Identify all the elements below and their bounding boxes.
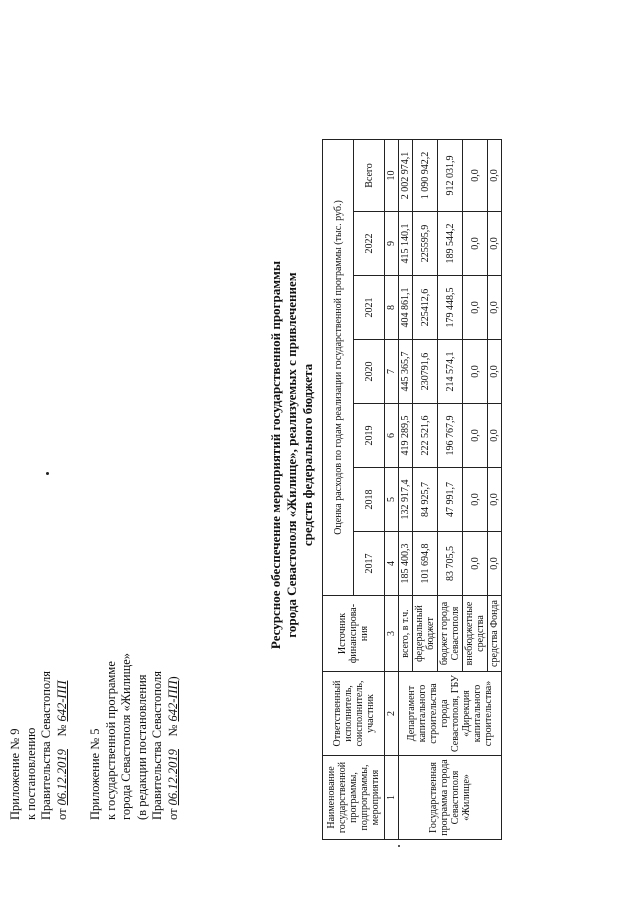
value-cell: 404 861,1 <box>399 276 413 340</box>
value-cell: 445 365,7 <box>399 340 413 404</box>
value-cell: 0,0 <box>463 468 488 532</box>
header-year: 2018 <box>354 468 385 532</box>
total-cell: 912 031,9 <box>438 140 463 212</box>
column-number: 3 <box>385 596 399 672</box>
column-number: 5 <box>385 468 399 532</box>
value-cell: 419 289,5 <box>399 404 413 468</box>
source-cell: средства Фонда <box>488 596 502 672</box>
source-cell: всего, в т.ч. <box>399 596 413 672</box>
value-cell: 84 925,7 <box>413 468 438 532</box>
header-executor: Ответственный исполнитель, соисполнитель, участник <box>323 672 385 756</box>
value-cell: 0,0 <box>463 404 488 468</box>
value-cell: 0,0 <box>488 276 502 340</box>
annex-9-line1: Приложение № 9 <box>8 728 22 820</box>
column-number: 10 <box>385 140 399 212</box>
value-cell: 415 140,1 <box>399 212 413 276</box>
annex-5-line4: (в редакции постановления <box>134 674 149 820</box>
annex-9-num-prefix: № <box>54 724 69 737</box>
header-year: 2021 <box>354 276 385 340</box>
value-cell: 0,0 <box>488 532 502 596</box>
resource-table <box>322 139 502 840</box>
column-number: 8 <box>385 276 399 340</box>
value-cell: 83 705,5 <box>438 532 463 596</box>
value-cell: 189 544,2 <box>438 212 463 276</box>
column-number: 9 <box>385 212 399 276</box>
source-cell: внебюджетные средства <box>463 596 488 672</box>
value-cell: 0,0 <box>463 212 488 276</box>
annex-5-line5: Правительства Севастополя <box>150 671 164 820</box>
column-number: 1 <box>385 756 399 840</box>
value-cell: 185 400,3 <box>399 532 413 596</box>
header-year: 2022 <box>354 212 385 276</box>
value-cell: 225595,9 <box>413 212 438 276</box>
annex-5-num: 642-ПП <box>165 680 180 722</box>
annex-5-date-prefix: от <box>165 808 180 820</box>
annex-9-num: 642-ПП <box>54 680 69 722</box>
value-cell: 0,0 <box>463 276 488 340</box>
annex-9-date-line <box>55 671 71 820</box>
value-cell: 0,0 <box>488 212 502 276</box>
column-number: 7 <box>385 340 399 404</box>
annex-5-num-prefix: № <box>165 724 180 737</box>
total-cell: 0,0 <box>488 140 502 212</box>
total-cell: 1 090 942,2 <box>413 140 438 212</box>
annex-5-line2: к государственной программе <box>103 661 118 820</box>
column-number: 2 <box>385 672 399 756</box>
value-cell: 222 521,6 <box>413 404 438 468</box>
annex-9-line2: к постановлению <box>23 727 38 820</box>
annex-5-date-line: от 06.12.2019 № 642-ПП) <box>165 676 180 820</box>
title-line1: Ресурсное обеспечение мероприятий государственной программы <box>268 260 283 650</box>
value-cell: 196 767,9 <box>438 404 463 468</box>
annex-9-block <box>8 671 70 820</box>
annex-5-line1: Приложение № 5 <box>88 728 102 820</box>
value-cell: 47 991,7 <box>438 468 463 532</box>
header-year: 2019 <box>354 404 385 468</box>
title-line2: города Севастополя «Жилище», реализуемых с привлечением <box>284 272 299 638</box>
source-cell: федеральный бюджет <box>413 596 438 672</box>
header-year: 2020 <box>354 340 385 404</box>
value-cell: 179 448,5 <box>438 276 463 340</box>
value-cell: 225412,6 <box>413 276 438 340</box>
annex-5-block <box>88 653 181 820</box>
header-year: 2017 <box>354 532 385 596</box>
column-number-row <box>385 140 399 840</box>
column-number: 4 <box>385 532 399 596</box>
total-cell: 0,0 <box>463 140 488 212</box>
total-cell: 2 002 974,1 <box>399 140 413 212</box>
value-cell: 0,0 <box>488 468 502 532</box>
header-expense-group: Оценка расходов по годам реализации государственной программы (тыс. руб.) <box>323 140 354 596</box>
header-total: Всего <box>354 140 385 212</box>
header-row-1 <box>323 140 354 840</box>
header-source: Источник финансирова-ния <box>323 596 385 672</box>
annex-9-date-prefix: от <box>54 808 69 820</box>
annex-5-line3: города Севастополя «Жилище» <box>119 652 133 820</box>
value-cell: 0,0 <box>488 404 502 468</box>
source-cell: бюджет города Севастополя <box>438 596 463 672</box>
annex-9-line3: Правительства Севастополя <box>39 671 53 820</box>
value-cell: 0,0 <box>463 340 488 404</box>
value-cell: 214 574,1 <box>438 340 463 404</box>
value-cell: 132 917,4 <box>399 468 413 532</box>
value-cell: 230791,6 <box>413 340 438 404</box>
value-cell: 101 694,8 <box>413 532 438 596</box>
annex-5-date: 06.12.2019 <box>165 749 180 806</box>
annex-9-date: 06.12.2019 <box>54 749 69 806</box>
column-number: 6 <box>385 404 399 468</box>
title-line3: средств федерального бюджета <box>300 363 315 547</box>
header-program-name: Наименование государственной программы, подпрограммы, мероприятия <box>323 756 385 840</box>
document-title <box>268 135 316 775</box>
value-cell: 0,0 <box>488 340 502 404</box>
program-name-cell: Государственная программа города Севастополя «Жилище» <box>399 756 502 840</box>
executor-cell: Департамент капитального строительства города Севастополя, ГБУ «Дирекция капитального строительства» <box>399 672 502 756</box>
table-row <box>399 140 413 840</box>
value-cell: 0,0 <box>463 532 488 596</box>
